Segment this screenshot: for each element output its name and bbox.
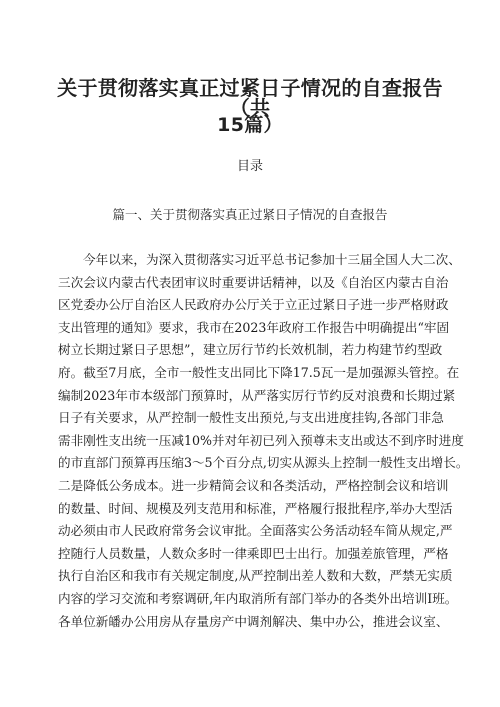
body-line: 树立长期过紧日子思想”，建立厉行节约长效机制，若力构建节约型政	[58, 342, 443, 358]
body-line: 编制2023年市本级部门预算时，从严落实厉行节约反对浪费和长期过紧	[58, 387, 456, 403]
body-line: 各单位新皤办公用房从存量房产中调剂解决、集中办公，推进会议室、	[58, 613, 449, 629]
body-line: 的数量、时间、规模及列支范用和标准，严格履行报批程序,举办大型活	[58, 500, 453, 516]
body-line: 动必须由市人民政府常务会议审批。全面落实公务活动轻车简从规定,严	[58, 523, 453, 539]
section-heading: 篇一、关于贯彻落实真正过紧日子情况的自查报告	[112, 207, 388, 222]
body-line: 的市直部门预算再压缩3〜5个百分点,切实从源头上控制一般性支出增长。	[58, 455, 468, 471]
table-of-contents-label: 目录	[236, 159, 263, 174]
body-line: 府。截至7月底，全市一般性支出同比下降17.5瓦一是加强源头管控。在	[58, 364, 460, 380]
body-line: 支出管理的通知》要求，我市在2023年政府工作报告中明确提出“牢固	[58, 319, 450, 335]
body-line: 日子有关要求，从严控制一般性支出预兑,与支出进度挂钩,各部门非急	[58, 410, 444, 426]
body-line: 三次会议内蒙古代表团审议时重要讲话精神，以及《自治区内蒙古自治	[58, 274, 449, 290]
body-line: 今年以来，为深入贯彻落实习近平总书记参加十三届全国人大二次、	[83, 252, 461, 267]
document-title-line2: 15篇）	[217, 114, 283, 136]
body-line: 控随行人员数量，人数众多时一律乘即巴士出行。加强差旅管理，严格	[58, 545, 449, 561]
body-paragraph	[58, 249, 468, 633]
body-line: 区党委办公厅自治区人民政府办公厅关于立正过紧日子进一步严格财政	[58, 297, 449, 313]
document-title-line1: 关于贯彻落实真正过紧日子情况的自查报告（共	[57, 76, 443, 120]
body-line: 执行自治区和我市有关规定制度,从严控制出差人数和大数，严禁无实质	[58, 568, 453, 584]
body-line: 需非刚性支出统一压减10%并对年初已列入预尊未支出或达不到序时进度	[58, 432, 464, 448]
body-line: 二是降低公务成本。进一步精简会议和各类活动，严格控制会议和培训	[58, 477, 449, 493]
body-line: 内容的学习交流和考察调研,年内取消所有部门举办的各类外出培训I班。	[58, 590, 458, 606]
